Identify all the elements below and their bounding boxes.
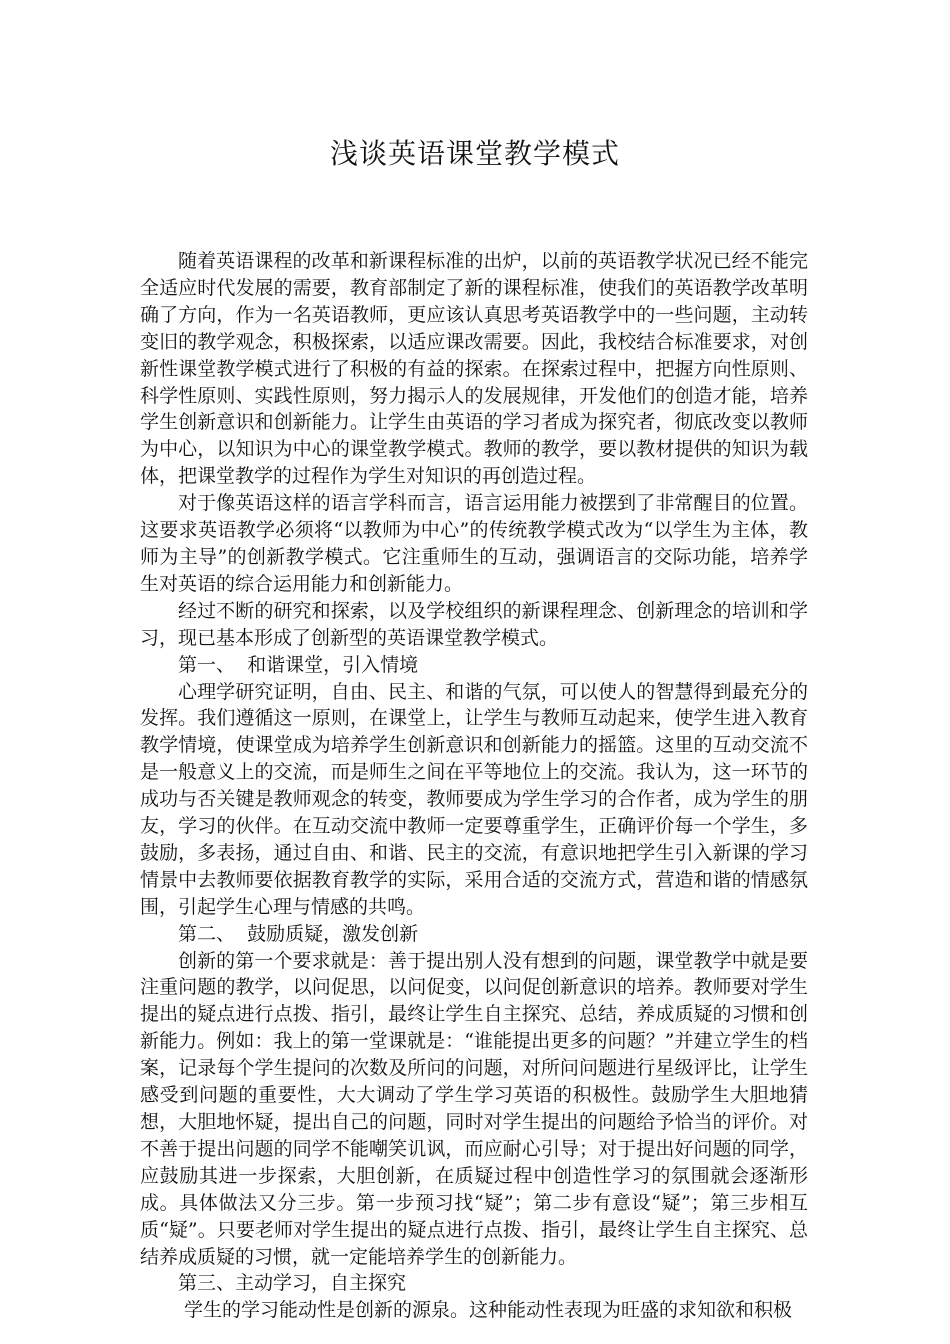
paragraph-research: 经过不断的研究和探索，以及学校组织的新课程理念、创新理念的培训和学习，现已基本形成了创新型的英语课堂教学模式。: [140, 599, 808, 649]
document-title: 浅谈英语课堂教学模式: [329, 137, 620, 170]
section-heading-2: 第二、 鼓励质疑，激发创新: [178, 922, 419, 945]
section-heading-3: 第三、主动学习，自主探究: [178, 1272, 407, 1295]
paragraph-harmony: 心理学研究证明，自由、民主、和谐的气氛，可以使人的智慧得到最充分的发挥。我们遵循这一原则，在课堂上，让学生与教师互动起来，使学生进入教育教学情境，使课堂成为培养学生创新意识和创新能力的摇篮。这里的互动交流不是一般意义上的交流，而是师生之间在平等地位上的交流。我认为，这一环节的成功与否关键是教师观念的转变，教师要成为学生学习的合作者，成为学生的朋友，学习的伙伴。在互动交流中教师一定要尊重学生，正确评价每一个学生，多鼓励，多表扬，通过自由、和谐、民主的交流，有意识地把学生引入新课的学习情景中去教师要依据教育教学的实际，采用合适的交流方式，营造和谐的情感氛围，引起学生心理与情感的共鸣。: [140, 680, 808, 918]
paragraph-active-learning: 学生的学习能动性是创新的源泉。这种能动性表现为旺盛的求知欲和积极: [184, 1299, 793, 1322]
section-heading-1: 第一、 和谐课堂，引入情境: [178, 653, 419, 676]
paragraph-language-ability: 对于像英语这样的语言学科而言，语言运用能力被摆到了非常醒目的位置。这要求英语教学必须将“以教师为中心”的传统教学模式改为“以学生为主体，教师为主导”的创新教学模式。它注重师生的互动，强调语言的交际功能，培养学生对英语的综合运用能力和创新能力。: [140, 492, 808, 595]
document-body: [140, 248, 808, 1324]
paragraph-intro: 随着英语课程的改革和新课程标准的出炉，以前的英语教学状况已经不能完全适应时代发展的需要，教育部制定了新的课程标准，使我们的英语教学改革明确了方向，作为一名英语教师，更应该认真思考英语教学中的一些问题，主动转变旧的教学观念，积极探索，以适应课改需要。因此，我校结合标准要求，对创新性课堂教学模式进行了积极的有益的探索。在探索过程中，把握方向性原则、科学性原则、实践性原则，努力揭示人的发展规律，开发他们的创造才能，培养学生创新意识和创新能力。让学生由英语的学习者成为探究者，彻底改变以教师为中心，以知识为中心的课堂教学模式。教师的教学，要以教材提供的知识为载体，把课堂教学的过程作为学生对知识的再创造过程。: [140, 250, 808, 488]
paragraph-questioning: 创新的第一个要求就是：善于提出别人没有想到的问题，课堂教学中就是要注重问题的教学，以问促思，以问促变，以问促创新意识的培养。教师要对学生提出的疑点进行点拨、指引，最终让学生自主探究、总结，养成质疑的习惯和创新能力。例如：我上的第一堂课就是：“谁能提出更多的问题？”并建立学生的档案，记录每个学生提问的次数及所问的问题，对所问问题进行星级评比，让学生感受到问题的重要性，大大调动了学生学习英语的积极性。鼓励学生大胆地猜想，大胆地怀疑，提出自己的问题，同时对学生提出的问题给予恰当的评价。对不善于提出问题的同学不能嘲笑讥讽，而应耐心引导；对于提出好问题的同学，应鼓励其进一步探索，大胆创新，在质疑过程中创造性学习的氛围就会逐渐形成。具体做法又分三步。第一步预习找“疑”；第二步有意设“疑”；第三步相互质“疑”。只要老师对学生提出的疑点进行点拨、指引，最终让学生自主探究、总结养成质疑的习惯，就一定能培养学生的创新能力。: [140, 949, 808, 1268]
